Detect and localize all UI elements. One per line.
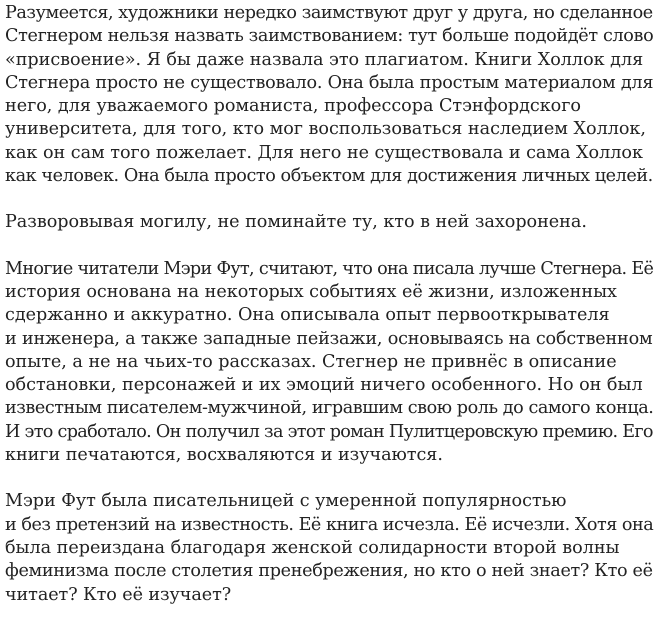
text-line: история основана на некоторых событиях её жизни, изложенных [5, 281, 617, 302]
text-line: как человек. Она была просто объектом для достижения личных целей. [5, 166, 653, 187]
text-line: и без претензий на известность. Её книга исчезла. Её исчезли. Хотя она [5, 514, 654, 535]
text-line: «присвоение». Я бы даже назвала это плагиатом. Книги Холлок для [5, 49, 644, 70]
text-line: Стегнера просто не существовало. Она была простым материалом для [5, 72, 654, 93]
text-line: Разворовывая могилу, не поминайте ту, кто в ней захоронена. [5, 212, 587, 233]
text-line: Многие читатели Мэри Фут, считают, что она писала лучше Стегнера. Её [5, 258, 654, 279]
paragraph [5, 211, 655, 234]
article-body [5, 2, 655, 630]
text-line: читает? Кто её изучает? [5, 584, 232, 605]
text-line: феминизма после столетия пренебрежения, но кто о ней знает? Кто её [5, 561, 653, 582]
paragraph [5, 490, 655, 606]
text-line: была переиздана благодаря женской солидарности второй волны [5, 537, 620, 558]
text-line: Мэри Фут была писательницей с умеренной популярностью [5, 491, 567, 512]
text-line: сдержанно и аккуратно. Она описывала опыт первооткрывателя [5, 305, 610, 326]
text-line: известным писателем-мужчиной, игравшим свою роль до самого конца. [5, 398, 654, 419]
text-line: опыте, а не на чьих-то рассказах. Стегнер не привнёс в описание [5, 351, 617, 372]
text-line: И это сработало. Он получил за этот роман Пулитцеровскую премию. Его [5, 421, 653, 442]
text-line: обстановки, персонажей и их эмоций ничего особенного. Но он был [5, 375, 643, 396]
text-line: университета, для того, кто мог воспользоваться наследием Холлок, [5, 119, 646, 140]
paragraph [5, 258, 655, 468]
text-line: книги печатаются, восхваляются и изучаются. [5, 445, 443, 466]
text-line: Разумеется, художники нередко заимствуют друг у друга, но сделанное [5, 3, 653, 23]
text-line: и инженера, а также западные пейзажи, основываясь на собственном [5, 328, 653, 349]
paragraph [5, 2, 655, 188]
text-line: как он сам того пожелает. Для него не существовала и сама Холлок [5, 142, 643, 163]
text-line: Стегнером нельзя назвать заимствованием: тут больше подойдёт слово [5, 26, 654, 47]
text-line: него, для уважаемого романиста, профессора Стэнфордского [5, 96, 581, 117]
